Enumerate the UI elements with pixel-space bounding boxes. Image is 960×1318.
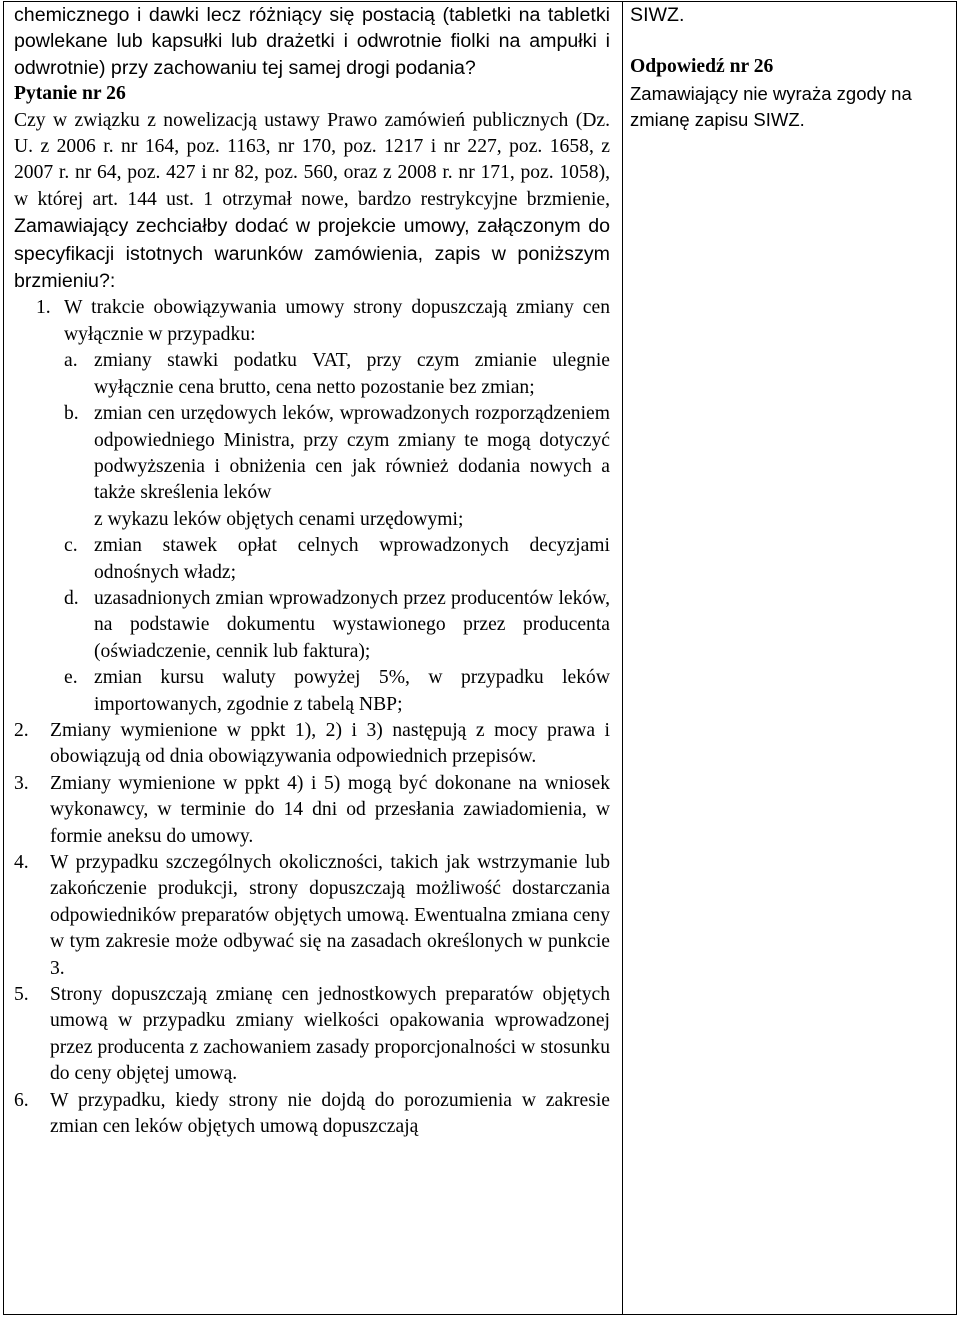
sub-item-text: zmiany stawki podatku VAT, przy czym zmianie ulegnie wyłącznie cena brutto, cena netto pozostanie bez zmian;	[94, 350, 610, 398]
intro-paragraph: chemicznego i dawki lecz różniący się postacią (tabletki na tabletki powlekane lub kapsułki lub drażetki i odwrotnie fiolki na ampułki i odwrotnie) przy zachowaniu tej samej drogi podania?	[14, 4, 610, 79]
sub-item-a	[64, 348, 610, 401]
answer-top-text: SIWZ.	[630, 4, 685, 26]
sub-item-label: c.	[64, 535, 78, 557]
sub-item-e	[64, 665, 610, 718]
list-item-label: 1.	[36, 297, 51, 319]
sub-item-c	[64, 533, 610, 586]
list-item-label: 2.	[14, 719, 29, 741]
sub-item-b	[64, 401, 610, 533]
list-item-4	[14, 850, 610, 982]
question-text-a: Czy w związku z nowelizacją ustawy Prawo zamówień publicznych (Dz. U. z 2006 r. nr 164, poz. 1163, nr 170, poz. 1217 i nr 227, poz. 1658, z 2007 r. nr 64, poz. 427 i nr 82, poz. 560, oraz z 2008 r. nr 171, poz. 1058), w której art. 144 ust. 1 otrzymał nowe, bardzo restrykcyjne brzmienie,	[14, 109, 610, 210]
column-divider	[622, 2, 623, 1314]
list-item-6	[14, 1088, 610, 1141]
list-item-3	[14, 771, 610, 850]
sub-item-text-part1: zmian cen urzędowych leków, wprowadzonych rozporządzeniem odpowiedniego Ministra, przy czym zmiany te mogą dotyczyć podwyższenia i obniżenia cen jak również dodania nowych a także skreślenia leków	[94, 403, 610, 504]
answer-spacer	[630, 28, 950, 54]
sub-item-label: a.	[64, 350, 78, 372]
list-item-label: 3.	[14, 772, 29, 794]
sub-list	[64, 348, 610, 718]
sub-item-d	[64, 586, 610, 665]
list-item-label: 4.	[14, 852, 29, 873]
sub-item-label: d.	[64, 587, 79, 609]
sub-item-text-part2: z wykazu leków objętych cenami urzędowymi;	[94, 508, 464, 530]
list-item-text: Zmiany wymienione w ppkt 4) i 5) mogą być dokonane na wniosek wykonawcy, w terminie do 14 dni od przesłania zawiadomienia, w formie aneksu do umowy.	[50, 772, 610, 847]
sub-item-text: zmian kursu waluty powyżej 5%, w przypadku leków importowanych, zgodnie z tabelą NBP;	[94, 667, 610, 715]
list-item-text: W przypadku, kiedy strony nie dojdą do porozumienia w zakresie zmian cen leków objętych umową dopuszczają	[50, 1089, 610, 1138]
list-item-text: W trakcie obowiązywania umowy strony dopuszczają zmiany cen wyłącznie w przypadku:	[64, 297, 610, 345]
sub-item-label: e.	[64, 667, 78, 689]
question-title: Pytanie nr 26	[14, 83, 126, 105]
question-column	[14, 2, 610, 1140]
sub-item-label: b.	[64, 403, 79, 425]
sub-item-text: uzasadnionych zmian wprowadzonych przez producentów leków, na podstawie dokumentu wystawionego przez producenta (oświadczenie, cennik lub faktura);	[94, 587, 610, 662]
answer-text: Zamawiający nie wyraża zgody na zmianę zapisu SIWZ.	[630, 82, 912, 131]
list-item-label: 6.	[14, 1089, 29, 1111]
list-item-2	[14, 718, 610, 771]
question-text-b: Zamawiający zechciałby dodać w projekcie umowy, załączonym do specyfikacji istotnych warunków zamówienia, zapis w poniższym brzmieniu?:	[14, 215, 610, 293]
list-item-text: W przypadku szczególnych okoliczności, takich jak wstrzymanie lub zakończenie produkcji, strony dopuszczają możliwość dostarczania odpowiedników preparatów objętych umową. Ewentualna zmiana ceny w tym zakresie może odbywać się na zasadach określonych w punkcie 3.	[50, 852, 610, 979]
answer-column	[630, 2, 950, 134]
list-item-text: Strony dopuszczają zmianę cen jednostkowych preparatów objętych umową w przypadku zmiany wielkości opakowania wprowadzonej przez producenta z zachowaniem zasady proporcjonalności w stosunku do ceny objętej umową.	[50, 984, 610, 1085]
sub-item-text: zmian stawek opłat celnych wprowadzonych decyzjami odnośnych władz;	[94, 535, 610, 583]
list-item-1	[14, 295, 610, 348]
question-text	[14, 108, 610, 296]
sub-item-text	[94, 401, 610, 533]
list-item-label: 5.	[14, 984, 29, 1006]
list-item-text: Zmiany wymienione w ppkt 1), 2) i 3) następują z mocy prawa i obowiązują od dnia obowiązywania odpowiednich przepisów.	[50, 719, 610, 768]
list-item-5	[14, 982, 610, 1088]
answer-title: Odpowiedź nr 26	[630, 56, 774, 78]
